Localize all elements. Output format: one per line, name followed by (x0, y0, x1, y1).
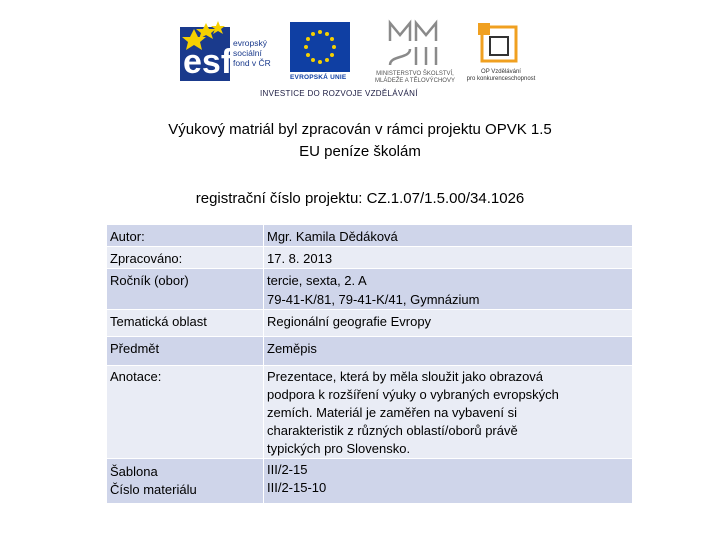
registration-number: registrační číslo projektu: CZ.1.07/1.5.00/34.1026 (195, 190, 525, 207)
project-title (90, 119, 630, 163)
table-row (107, 269, 633, 310)
autor-value: Mgr. Kamila Dědáková (264, 225, 633, 247)
header-logos (180, 15, 540, 103)
investice-slogan: INVESTICE DO ROZVOJE VZDĚLÁVÁNÍ (260, 89, 418, 98)
rocnik-value: tercie, sexta, 2. A 79-41-K/81, 79-41-K/41, Gymnázium (264, 269, 633, 310)
table-row (107, 337, 633, 366)
zpracovano-label: Zpracováno: (107, 247, 264, 269)
autor-label: Autor: (107, 225, 264, 247)
table-row (107, 225, 633, 247)
op-logo (476, 21, 522, 67)
esf-text: evropský sociální fond v ČR (233, 38, 271, 68)
anotace-label: Anotace: (107, 366, 264, 459)
anotace-value: Prezentace, která by měla sloužit jako obrazová podpora k rozšíření výuky o vybraných evropských zemích. Materiál je zaměřen na vybavení si charakteristik z různých oblastí/oborů právě typických pro Slovensko. (264, 366, 633, 459)
table-row (107, 366, 633, 459)
op-text: OP Vzdělávání pro konkurenceschopnost (466, 69, 536, 82)
sablona-cislo-label: Šablona Číslo materiálu (107, 459, 264, 504)
table-row (107, 247, 633, 269)
metadata-table (106, 224, 633, 504)
oblast-label: Tematická oblast (107, 310, 264, 337)
msmt-text: MINISTERSTVO ŠKOLSTVÍ, MLÁDEŽE A TĚLOVÝCHOVY (375, 71, 455, 84)
title-line-2: EU peníze školám (299, 143, 421, 160)
table-row (107, 310, 633, 337)
predmet-value: Zeměpis (264, 337, 633, 366)
zpracovano-value: 17. 8. 2013 (264, 247, 633, 269)
title-line-1: Výukový matriál byl zpracován v rámci projektu OPVK 1.5 (168, 121, 552, 138)
sablona-cislo-value: III/2-15 III/2-15-10 (264, 459, 633, 504)
predmet-label: Předmět (107, 337, 264, 366)
eu-flag-icon (290, 22, 350, 72)
rocnik-label: Ročník (obor) (107, 269, 264, 310)
msmt-logo (386, 19, 440, 69)
oblast-value: Regionální geografie Evropy (264, 310, 633, 337)
eu-label: EVROPSKÁ UNIE (290, 74, 347, 81)
table-row (107, 459, 633, 504)
svg-text:esf: esf (183, 43, 233, 81)
